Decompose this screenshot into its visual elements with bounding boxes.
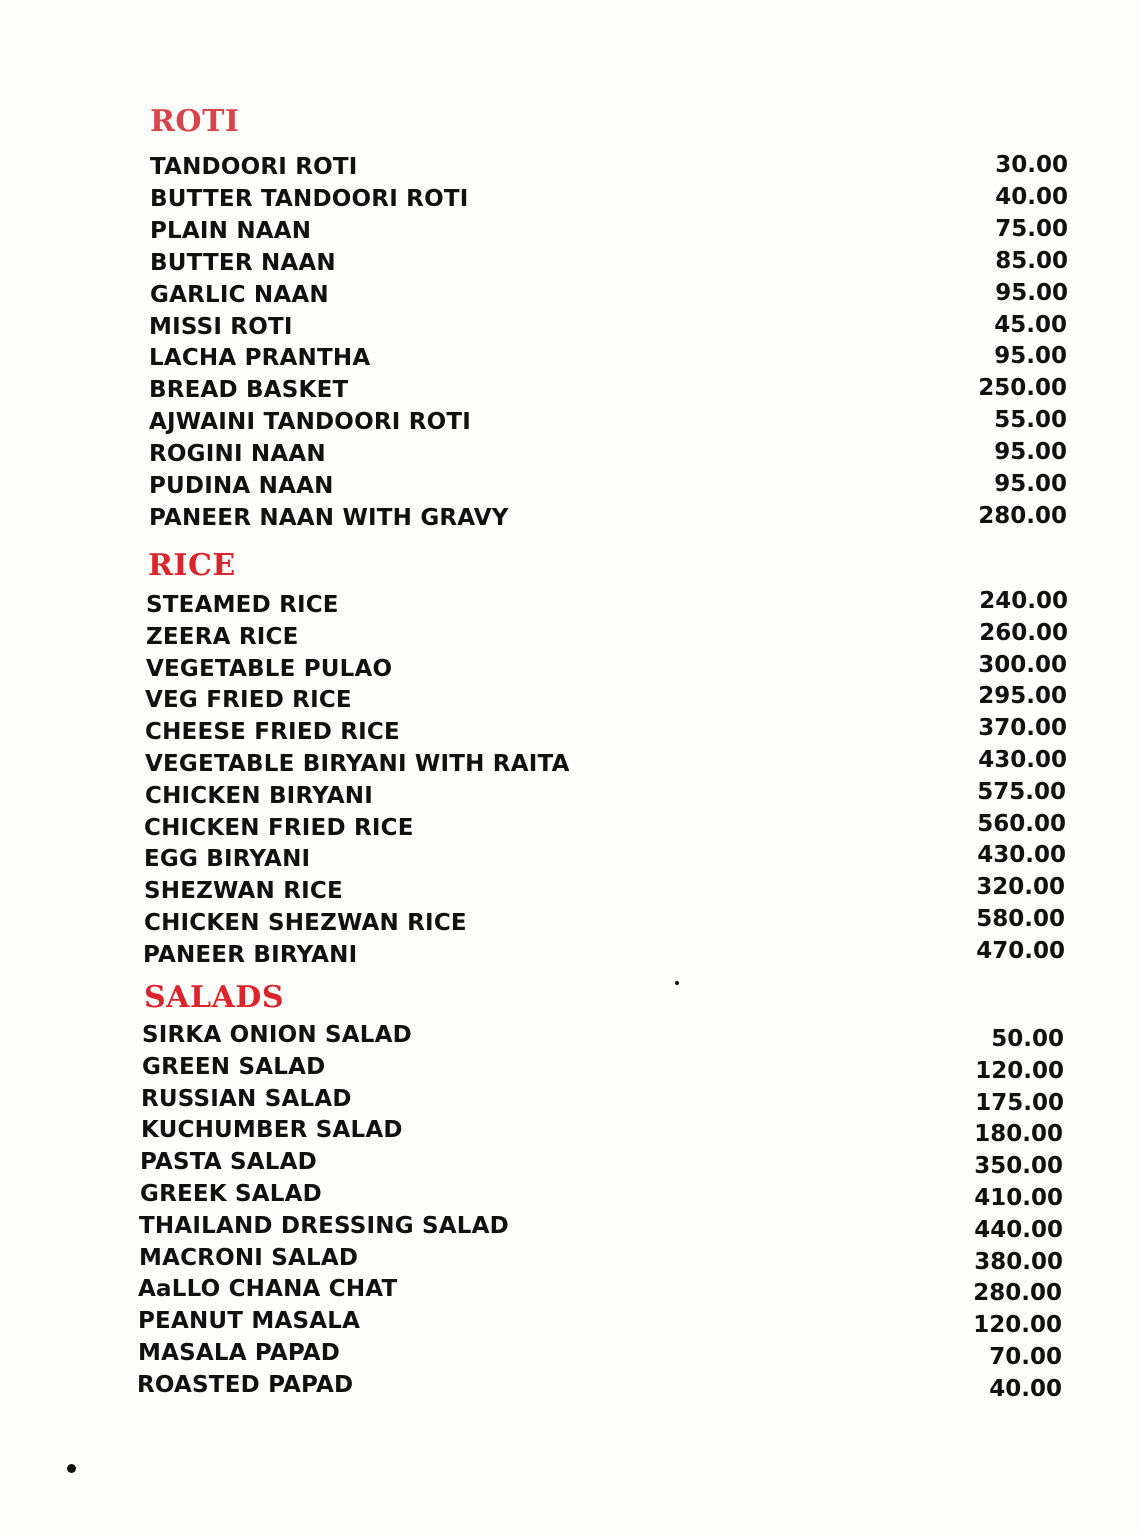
menu-item-name: BREAD BASKET: [149, 377, 349, 403]
section-title-rice: RICE: [148, 548, 236, 583]
menu-item-price: 440.00: [974, 1217, 1063, 1243]
menu-item-name: PLAIN NAAN: [150, 218, 312, 244]
menu-item-price: 580.00: [976, 906, 1065, 932]
menu-item-price: 175.00: [975, 1090, 1064, 1116]
menu-item-name: EGG BIRYANI: [144, 846, 311, 872]
menu-item-name: GREEK SALAD: [140, 1181, 322, 1207]
menu-item-price: 320.00: [976, 874, 1065, 900]
menu-item-price: 250.00: [978, 375, 1067, 401]
menu-item-price: 575.00: [977, 779, 1066, 805]
menu-item-name: ZEERA RICE: [146, 624, 299, 650]
menu-item-name: BUTTER NAAN: [150, 250, 336, 276]
menu-item-name: VEGETABLE PULAO: [146, 656, 393, 682]
menu-item-price: 280.00: [973, 1280, 1062, 1306]
menu-item-name: STEAMED RICE: [146, 592, 339, 618]
menu-item-name: PASTA SALAD: [140, 1149, 317, 1175]
stray-dot: [67, 1464, 76, 1473]
menu-item-name: ROGINI NAAN: [149, 441, 326, 467]
menu-item-name: MACRONI SALAD: [139, 1245, 359, 1271]
menu-item-price: 470.00: [976, 938, 1065, 964]
menu-item-name: VEG FRIED RICE: [145, 687, 352, 713]
menu-item-price: 380.00: [974, 1249, 1063, 1275]
menu-item-name: AJWAINI TANDOORI ROTI: [149, 409, 471, 435]
menu-item-price: 40.00: [989, 1376, 1062, 1402]
menu-item-price: 430.00: [977, 842, 1066, 868]
menu-item-name: TANDOORI ROTI: [150, 154, 358, 180]
menu-item-price: 30.00: [995, 152, 1068, 178]
stray-dot: [675, 981, 679, 985]
menu-item-price: 45.00: [994, 312, 1067, 338]
menu-item-name: PANEER NAAN WITH GRAVY: [149, 505, 509, 531]
menu-item-price: 240.00: [979, 588, 1068, 614]
menu-item-name: CHICKEN BIRYANI: [145, 783, 373, 809]
menu-item-name: VEGETABLE BIRYANI WITH RAITA: [145, 751, 570, 777]
menu-item-name: GARLIC NAAN: [150, 282, 329, 308]
menu-item-price: 40.00: [995, 184, 1068, 210]
menu-item-name: CHICKEN FRIED RICE: [144, 815, 414, 841]
menu-item-price: 95.00: [995, 280, 1068, 306]
menu-item-name: PEANUT MASALA: [138, 1308, 361, 1334]
menu-item-name: SHEZWAN RICE: [144, 878, 343, 904]
menu-item-price: 95.00: [994, 439, 1067, 465]
menu-item-price: 120.00: [975, 1058, 1064, 1084]
menu-item-name: KUCHUMBER SALAD: [141, 1117, 403, 1143]
menu-item-name: RUSSIAN SALAD: [141, 1086, 352, 1112]
section-title-roti: ROTI: [150, 104, 240, 139]
menu-item-name: GREEN SALAD: [142, 1054, 326, 1080]
menu-item-price: 50.00: [991, 1026, 1064, 1052]
menu-item-price: 85.00: [995, 248, 1068, 274]
menu-item-price: 350.00: [974, 1153, 1063, 1179]
menu-item-price: 260.00: [979, 620, 1068, 646]
menu-item-price: 560.00: [977, 811, 1066, 837]
menu-item-name: SIRKA ONION SALAD: [142, 1022, 412, 1048]
section-title-salads: SALADS: [144, 980, 284, 1015]
menu-item-name: PUDINA NAAN: [149, 473, 334, 499]
menu-item-name: MISSI ROTI: [149, 314, 293, 340]
menu-item-price: 95.00: [994, 471, 1067, 497]
menu-item-price: 75.00: [995, 216, 1068, 242]
menu-item-price: 295.00: [978, 683, 1067, 709]
menu-item-name: MASALA PAPAD: [138, 1340, 341, 1366]
menu-item-name: CHICKEN SHEZWAN RICE: [144, 910, 467, 936]
menu-item-price: 370.00: [978, 715, 1067, 741]
menu-item-name: AaLLO CHANA CHAT: [138, 1276, 398, 1302]
menu-item-price: 410.00: [974, 1185, 1063, 1211]
menu-item-price: 280.00: [978, 503, 1067, 529]
menu-item-price: 55.00: [994, 407, 1067, 433]
menu-item-name: LACHA PRANTHA: [149, 345, 371, 371]
menu-item-name: ROASTED PAPAD: [137, 1372, 354, 1398]
menu-item-price: 70.00: [989, 1344, 1062, 1370]
menu-item-name: PANEER BIRYANI: [143, 942, 358, 968]
menu-item-price: 120.00: [973, 1312, 1062, 1338]
menu-item-price: 300.00: [978, 652, 1067, 678]
menu-item-price: 95.00: [994, 343, 1067, 369]
menu-item-price: 430.00: [978, 747, 1067, 773]
menu-item-name: BUTTER TANDOORI ROTI: [150, 186, 469, 212]
menu-item-name: THAILAND DRESSING SALAD: [139, 1213, 509, 1239]
menu-item-name: CHEESE FRIED RICE: [145, 719, 400, 745]
menu-item-price: 180.00: [974, 1121, 1063, 1147]
